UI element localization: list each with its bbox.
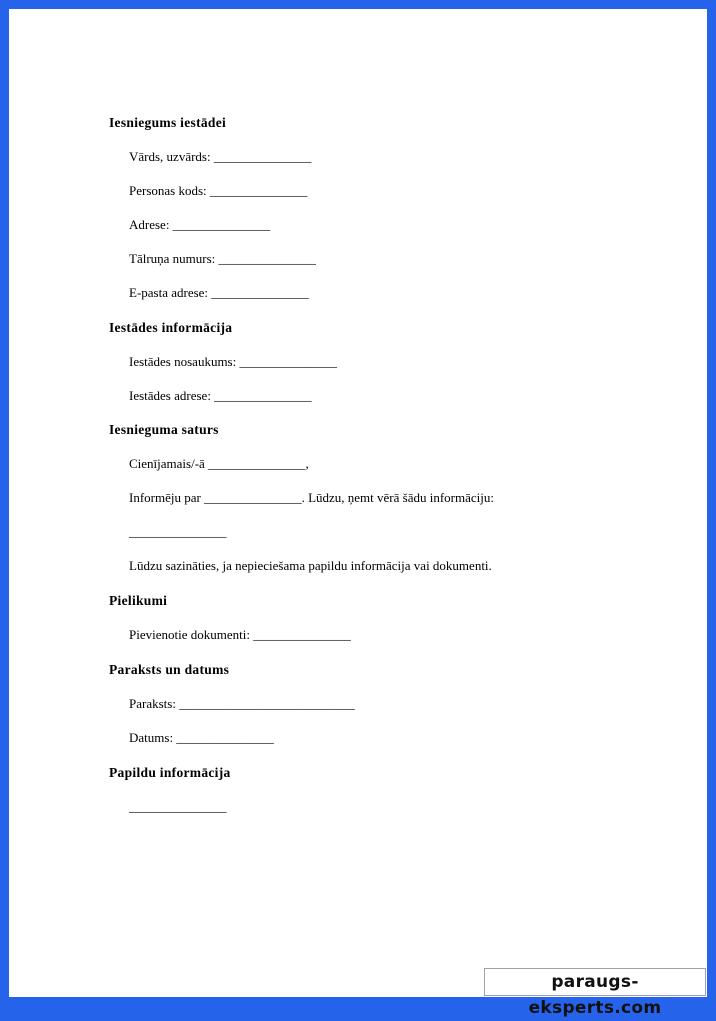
document-content	[109, 105, 669, 815]
field-greeting: Cienījamais/-ā _______________,	[129, 456, 309, 471]
field-signature: Paraksts: ___________________________	[129, 696, 355, 711]
field-institution-address: Iestādes adrese: _______________	[129, 388, 312, 403]
field-content-blank: _______________	[129, 524, 227, 539]
field-email: E-pasta adrese: _______________	[129, 285, 309, 300]
document-page	[9, 9, 707, 997]
field-inform: Informēju par _______________. Lūdzu, ņemt vērā šādu informāciju:	[129, 490, 494, 505]
text-contact-request: Lūdzu sazināties, ja nepieciešama papildu informācija vai dokumenti.	[129, 558, 492, 573]
field-personal-code: Personas kods: _______________	[129, 183, 308, 198]
field-institution-name: Iestādes nosaukums: _______________	[129, 354, 337, 369]
field-additional-blank: _______________	[129, 799, 227, 814]
heading-additional-info: Papildu informācija	[109, 765, 231, 780]
field-name: Vārds, uzvārds: _______________	[129, 149, 312, 164]
heading-attachments: Pielikumi	[109, 593, 168, 608]
field-address: Adrese: _______________	[129, 217, 271, 232]
field-phone: Tālruņa numurs: _______________	[129, 251, 317, 266]
field-attached-documents: Pievienotie dokumenti: _______________	[129, 627, 351, 642]
field-date: Datums: _______________	[129, 730, 274, 745]
watermark: paraugs-eksperts.com	[484, 968, 706, 996]
heading-application-content: Iesnieguma saturs	[109, 422, 219, 437]
heading-institution-info: Iestādes informācija	[109, 320, 233, 335]
heading-signature-date: Paraksts un datums	[109, 662, 230, 677]
heading-application: Iesniegums iestādei	[109, 115, 227, 130]
